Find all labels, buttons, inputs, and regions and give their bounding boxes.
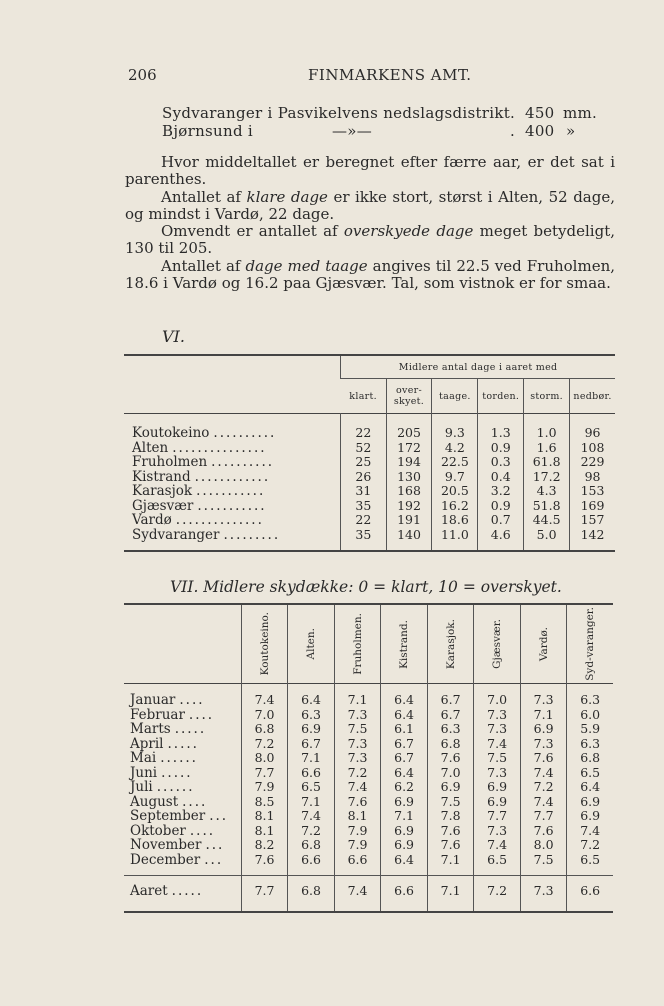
cell-value: 6.9: [288, 722, 335, 737]
cell-value: 6.5: [474, 853, 521, 868]
cell-value: 6.9: [474, 780, 521, 795]
cell-value: 6.6: [288, 766, 335, 781]
cell-value: 7.1: [288, 795, 335, 810]
cell-value: 7.4: [288, 809, 335, 824]
cell-value: 7.6: [427, 838, 474, 853]
cell-value: 1.3: [478, 426, 524, 441]
table-row: [124, 470, 615, 485]
cell-value: 7.0: [427, 766, 474, 781]
leader-dots: ...: [204, 852, 224, 867]
cell-value: 7.4: [334, 884, 381, 899]
cell-value: 6.2: [381, 780, 428, 795]
corner-cell: [124, 355, 341, 414]
cell-value: 6.4: [381, 853, 428, 868]
cell-value: 6.6: [288, 853, 335, 868]
cell-value: 229: [570, 455, 615, 470]
row-label: Alten: [132, 440, 169, 455]
table-row: [124, 751, 613, 766]
cell-value: 7.1: [381, 809, 428, 824]
cell-value: 5.0: [524, 528, 570, 543]
cell-value: 16.2: [432, 499, 478, 514]
cell-value: 6.4: [381, 708, 428, 723]
cell-value: 7.1: [520, 708, 567, 723]
row-label: Fruholmen: [132, 455, 208, 470]
leader-dots: ....: [189, 823, 216, 838]
cell-value: 6.0: [567, 708, 613, 723]
cell-value: 8.2: [241, 838, 288, 853]
rainfall-unit: »: [566, 122, 576, 140]
leader-dots: ...: [205, 838, 225, 853]
table-row: [124, 766, 613, 781]
cell-value: 8.0: [520, 838, 567, 853]
cell-value: 6.9: [381, 824, 428, 839]
cell-value: 25: [341, 455, 386, 470]
cell-value: 8.1: [334, 809, 381, 824]
cell-value: 6.7: [288, 737, 335, 752]
rainfall-value: 400: [525, 122, 555, 140]
cell-value: 153: [570, 484, 615, 499]
leader-dots: .....: [167, 736, 199, 751]
table-row: [124, 795, 613, 810]
cell-value: 8.1: [241, 824, 288, 839]
row-label: Kistrand: [132, 469, 191, 484]
cell-value: 6.3: [288, 708, 335, 723]
leader-dots: ....: [188, 707, 215, 722]
leader-dots: .: [510, 122, 516, 140]
cell-value: 7.4: [520, 766, 567, 781]
cell-value: 6.5: [567, 766, 613, 781]
leader-dots: ..........: [213, 426, 277, 441]
row-label: August: [130, 794, 179, 809]
cell-value: 7.6: [334, 795, 381, 810]
ditto-mark: —»—: [332, 122, 373, 140]
cell-value: 22.5: [432, 455, 478, 470]
cell-value: 26: [341, 470, 386, 485]
cell-value: 51.8: [524, 499, 570, 514]
place-name: Sydvaranger i Pasvikelvens nedslagsdistrikt: [162, 104, 511, 122]
table-row: [124, 853, 613, 868]
cell-value: 4.3: [524, 484, 570, 499]
paragraph-4: Antallet af dage med taage angives til 22.5 ved Fruholmen, 18.6 i Vardø og 16.2 paa Gjæsvær. Tal, som vistnok er for smaa.: [125, 256, 616, 293]
cell-value: 7.5: [520, 853, 567, 868]
table-vii-title: VII. Midlere skydække: 0 = klart, 10 = overskyet.: [170, 578, 562, 596]
cell-value: 7.3: [520, 693, 567, 708]
cell-value: 98: [570, 470, 615, 485]
cell-value: 6.7: [427, 693, 474, 708]
cell-value: 0.3: [478, 455, 524, 470]
row-label: April: [130, 736, 164, 751]
leader-dots: .....: [174, 722, 207, 737]
cell-value: 9.3: [432, 426, 478, 441]
cell-value: 6.8: [567, 751, 613, 766]
table-row: [124, 809, 613, 824]
col-header: Syd-varanger.: [584, 607, 597, 681]
table-row: [124, 737, 613, 752]
cell-value: 7.7: [474, 809, 521, 824]
cell-value: 6.9: [474, 795, 521, 810]
cell-value: 7.4: [520, 795, 567, 810]
cell-value: 6.9: [427, 780, 474, 795]
cell-value: 61.8: [524, 455, 570, 470]
row-label: September: [130, 809, 206, 824]
cell-value: 22: [341, 513, 386, 528]
cell-value: 5.9: [567, 722, 613, 737]
leader-dots: .: [510, 104, 516, 122]
cell-value: 1.0: [524, 426, 570, 441]
col-header: Fruholmen.: [351, 613, 364, 675]
cell-value: 0.4: [478, 470, 524, 485]
cell-value: 35: [341, 528, 386, 543]
table-row: [124, 884, 613, 899]
leader-dots: ...............: [172, 440, 267, 455]
row-label: November: [130, 838, 202, 853]
col-header: torden.: [478, 379, 524, 414]
cell-value: 9.7: [432, 470, 478, 485]
table-row: [124, 441, 615, 456]
page-number: 206: [128, 66, 157, 84]
cell-value: 7.3: [334, 737, 381, 752]
cell-value: 6.3: [567, 737, 613, 752]
cell-value: 7.4: [334, 780, 381, 795]
cell-value: 7.3: [474, 722, 521, 737]
cell-value: 31: [341, 484, 386, 499]
cell-value: 6.9: [520, 722, 567, 737]
cell-value: 205: [386, 426, 432, 441]
paragraph-3: Omvendt er antallet af overskyede dage meget betydeligt, 130 til 205.: [125, 222, 615, 258]
cell-value: 142: [570, 528, 615, 543]
cell-value: 20.5: [432, 484, 478, 499]
row-label: Juli: [130, 780, 153, 795]
cell-value: 7.6: [241, 853, 288, 868]
leader-dots: ......: [156, 780, 195, 795]
col-header: Alten.: [305, 628, 318, 660]
cell-value: 191: [386, 513, 432, 528]
cell-value: 6.6: [381, 884, 428, 899]
cell-value: 7.0: [474, 693, 521, 708]
cell-value: 7.3: [474, 766, 521, 781]
cell-value: 7.3: [474, 708, 521, 723]
row-label: Vardø: [132, 513, 172, 528]
cell-value: 7.6: [520, 751, 567, 766]
cell-value: 7.7: [520, 809, 567, 824]
cell-value: 7.1: [427, 884, 474, 899]
rainfall-line-1: [162, 104, 598, 122]
cell-value: 130: [386, 470, 432, 485]
cell-value: 7.7: [241, 884, 288, 899]
cell-value: 8.5: [241, 795, 288, 810]
cell-value: 6.4: [567, 780, 613, 795]
cell-value: 7.1: [288, 751, 335, 766]
cell-value: 6.5: [567, 853, 613, 868]
row-label: Oktober: [130, 823, 186, 838]
cell-value: 194: [386, 455, 432, 470]
cell-value: 22: [341, 426, 386, 441]
row-label: Mai: [130, 751, 157, 766]
leader-dots: .........: [223, 527, 281, 542]
cell-value: 7.2: [288, 824, 335, 839]
cell-value: 6.8: [288, 884, 335, 899]
col-header: Gjæsvær.: [491, 619, 504, 669]
cell-value: 6.9: [381, 838, 428, 853]
cell-value: 7.4: [241, 693, 288, 708]
paragraph-1: Hvor middeltallet er beregnet efter færre aar, er det sat i parenthes.: [125, 153, 615, 189]
cell-value: 7.4: [474, 737, 521, 752]
col-header: klart.: [349, 390, 377, 402]
table-vi-title: VI.: [162, 327, 185, 346]
cell-value: 8.1: [241, 809, 288, 824]
cell-value: 4.6: [478, 528, 524, 543]
cell-value: 7.5: [427, 795, 474, 810]
cell-value: 6.4: [288, 693, 335, 708]
table-vii: [124, 603, 613, 913]
corner-cell: [124, 604, 241, 684]
cell-value: 6.8: [241, 722, 288, 737]
col-header: Vardø.: [537, 626, 550, 662]
leader-dots: ...........: [197, 498, 267, 513]
table-row: [124, 693, 613, 708]
cell-value: 11.0: [432, 528, 478, 543]
cell-value: 6.4: [381, 693, 428, 708]
cell-value: 7.2: [334, 766, 381, 781]
col-header: storm.: [524, 379, 570, 414]
row-label: Marts: [130, 722, 171, 737]
cell-value: 44.5: [524, 513, 570, 528]
cell-value: 157: [570, 513, 615, 528]
cell-value: 18.6: [432, 513, 478, 528]
cell-value: 7.9: [241, 780, 288, 795]
cell-value: 6.1: [381, 722, 428, 737]
row-label: Januar: [130, 693, 176, 708]
leader-dots: ..........: [211, 455, 275, 470]
leader-dots: ....: [182, 794, 208, 809]
rainfall-value: 450: [525, 104, 555, 122]
cell-value: 7.2: [241, 737, 288, 752]
cell-value: 172: [386, 441, 432, 456]
cell-value: 6.9: [381, 795, 428, 810]
cell-value: 0.7: [478, 513, 524, 528]
cell-value: 7.5: [334, 722, 381, 737]
leader-dots: .....: [161, 765, 193, 780]
table-row: [124, 455, 615, 470]
cell-value: 96: [570, 426, 615, 441]
cell-value: 192: [386, 499, 432, 514]
cell-value: 6.8: [288, 838, 335, 853]
cell-value: 7.7: [241, 766, 288, 781]
cell-value: 7.3: [474, 824, 521, 839]
col-header: Koutokeino.: [258, 612, 271, 676]
table-row: [124, 722, 613, 737]
cell-value: 169: [570, 499, 615, 514]
cell-value: 7.9: [334, 824, 381, 839]
cell-value: 7.6: [520, 824, 567, 839]
leader-dots: ......: [160, 751, 198, 766]
cell-value: 168: [386, 484, 432, 499]
table-row: [124, 708, 613, 723]
cell-value: 108: [570, 441, 615, 456]
running-head: FINMARKENS AMT.: [308, 66, 472, 84]
cell-value: 35: [341, 499, 386, 514]
cell-value: 7.5: [474, 751, 521, 766]
paragraph-2: Antallet af klare dage er ikke stort, størst i Alten, 52 dage, og mindst i Vardø, 22 dage.: [125, 187, 615, 223]
cell-value: 7.2: [520, 780, 567, 795]
cell-value: 6.7: [381, 751, 428, 766]
cell-value: 7.0: [241, 708, 288, 723]
cell-value: 6.6: [334, 853, 381, 868]
rainfall-line-2: [162, 122, 576, 140]
col-header: nedbør.: [570, 379, 615, 414]
cell-value: 7.4: [567, 824, 613, 839]
col-header: over-skyet.: [386, 379, 432, 414]
table-row: [124, 513, 615, 528]
cell-value: 6.9: [567, 795, 613, 810]
cell-value: 0.9: [478, 499, 524, 514]
table-row: [124, 780, 613, 795]
leader-dots: ...........: [196, 484, 266, 499]
table-vi: [124, 354, 615, 552]
body-text: [125, 154, 615, 292]
cell-value: 6.6: [567, 884, 613, 899]
col-header: taage.: [432, 379, 478, 414]
row-label: Aaret: [130, 884, 168, 899]
row-label: Karasjok: [132, 484, 193, 499]
cell-value: 7.4: [474, 838, 521, 853]
leader-dots: ............: [194, 469, 271, 484]
group-header: Midlere antal dage i aaret med: [341, 355, 615, 379]
cell-value: 7.1: [334, 693, 381, 708]
cell-value: 0.9: [478, 441, 524, 456]
row-label: December: [130, 852, 201, 867]
table-row: [124, 824, 613, 839]
cell-value: 7.3: [520, 884, 567, 899]
table-row: [124, 499, 615, 514]
cell-value: 7.3: [334, 751, 381, 766]
cell-value: 7.9: [334, 838, 381, 853]
leader-dots: ....: [179, 693, 205, 708]
row-label: Gjæsvær: [132, 498, 194, 513]
table-row: [124, 426, 615, 441]
cell-value: 140: [386, 528, 432, 543]
leader-dots: .....: [171, 884, 204, 899]
row-label: Sydvaranger: [132, 527, 220, 542]
table-row: [124, 528, 615, 543]
cell-value: 7.2: [474, 884, 521, 899]
leader-dots: ..............: [175, 513, 264, 528]
cell-value: 6.3: [567, 693, 613, 708]
cell-value: 7.3: [520, 737, 567, 752]
cell-value: 7.6: [427, 751, 474, 766]
cell-value: 6.5: [288, 780, 335, 795]
cell-value: 6.7: [427, 708, 474, 723]
rainfall-unit: mm.: [563, 104, 598, 122]
leader-dots: ...: [209, 809, 229, 824]
cell-value: 4.2: [432, 441, 478, 456]
cell-value: 6.9: [567, 809, 613, 824]
cell-value: 7.1: [427, 853, 474, 868]
cell-value: 7.6: [427, 824, 474, 839]
table-row: [124, 484, 615, 499]
cell-value: 7.8: [427, 809, 474, 824]
cell-value: 52: [341, 441, 386, 456]
col-header: Kistrand.: [398, 619, 411, 669]
cell-value: 7.2: [567, 838, 613, 853]
cell-value: 17.2: [524, 470, 570, 485]
table-row: [124, 838, 613, 853]
cell-value: 3.2: [478, 484, 524, 499]
cell-value: 6.3: [427, 722, 474, 737]
row-label: Koutokeino: [132, 426, 210, 441]
cell-value: 1.6: [524, 441, 570, 456]
cell-value: 6.7: [381, 737, 428, 752]
cell-value: 8.0: [241, 751, 288, 766]
place-name: Bjørnsund i: [162, 122, 254, 140]
row-label: Juni: [130, 765, 158, 780]
col-header: Karasjok.: [444, 618, 457, 670]
row-label: Februar: [130, 707, 185, 722]
cell-value: 7.3: [334, 708, 381, 723]
cell-value: 6.8: [427, 737, 474, 752]
cell-value: 6.4: [381, 766, 428, 781]
